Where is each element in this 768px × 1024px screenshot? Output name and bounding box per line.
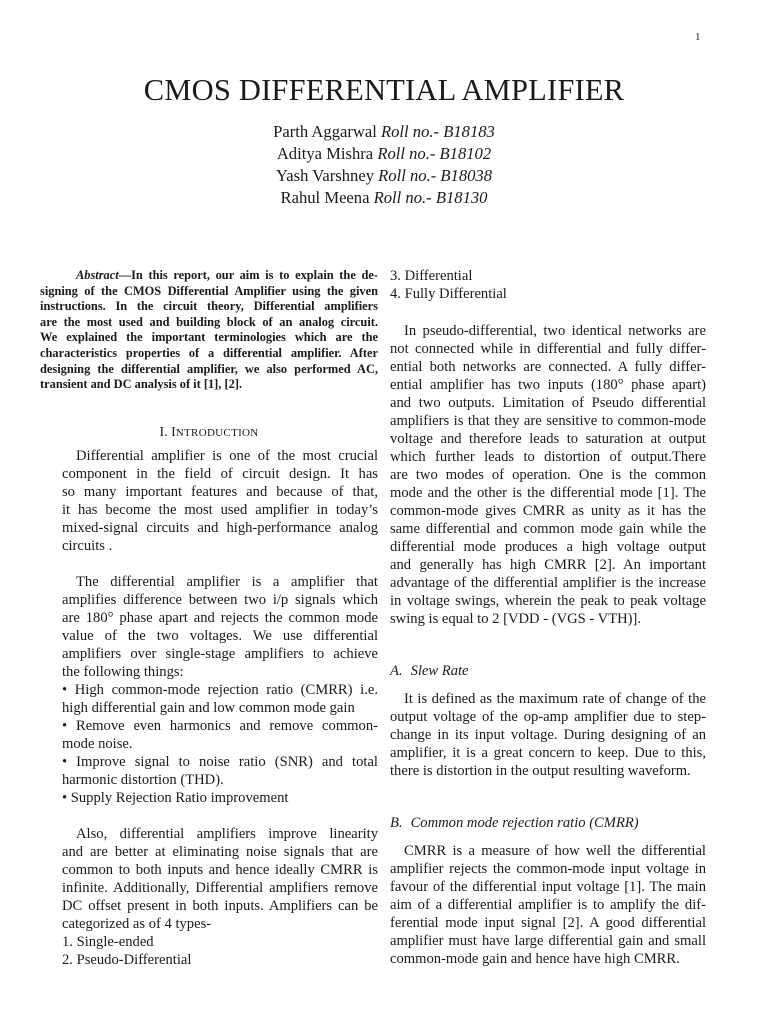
abstract-line — [40, 362, 378, 378]
author-name: Rahul Meena — [280, 188, 370, 207]
abstract-line — [40, 346, 378, 362]
abstract-line — [40, 377, 378, 393]
intro-paragraph-line: value of the two voltages. We use differential — [62, 628, 378, 644]
type-list-item: 4. Fully Differential — [390, 286, 507, 302]
abstract-text: In this report, our aim is to explain the de- — [131, 268, 378, 282]
intro-paragraph-line: 2. Pseudo-Differential — [62, 952, 192, 968]
body-paragraph-line: advantage of the differential amplifier is the increase — [390, 575, 706, 591]
body-paragraph-line: voltage and therefore leads to saturation at output — [390, 431, 706, 447]
intro-paragraph-line: • Improve signal to noise ratio (SNR) and total — [62, 754, 378, 770]
abstract-text: designing the differential amplifier, we also performed AC, — [40, 361, 378, 376]
section-heading-introduction — [40, 424, 378, 442]
abstract-dash: — — [118, 268, 132, 282]
body-paragraph-line: and two outputs. Limitation of Pseudo differential — [390, 395, 706, 411]
intro-paragraph-line: circuits . — [62, 538, 113, 554]
author-roll-number: Roll no.- B18183 — [381, 122, 495, 141]
body-paragraph-line: are two modes of operation. One is the common — [390, 467, 706, 483]
author-line — [0, 121, 768, 143]
subsection-title: Slew Rate — [410, 663, 469, 679]
abstract-label: Abstract — [76, 268, 119, 282]
intro-paragraph-line: categorized as of 4 types- — [62, 916, 212, 932]
intro-paragraph-line: DC offset present in both inputs. Amplifiers can be — [62, 898, 378, 914]
intro-paragraph-line: infinite. Additionally, Differential amplifiers remove — [62, 880, 378, 896]
subsection-heading-cmrr — [390, 814, 639, 832]
body-paragraph-line: in voltage swings, wherein the peak to peak voltage — [390, 593, 706, 609]
author-line — [0, 143, 768, 165]
author-name: Aditya Mishra — [276, 144, 374, 163]
author-roll-number: Roll no.- B18102 — [377, 144, 492, 163]
intro-paragraph-line: harmonic distortion (THD). — [62, 772, 224, 788]
paper-title: CMOS DIFFERENTIAL AMPLIFIER — [143, 73, 625, 107]
subsection-label: B. — [390, 815, 403, 831]
subsection-title: Common mode rejection ratio (CMRR) — [410, 815, 639, 831]
abstract-text: characteristics properties of a differential amplifier. After — [40, 346, 378, 360]
author-roll-number: Roll no.- B18038 — [378, 166, 493, 185]
body-paragraph-line: swing is equal to 2 [VDD - (VGS - VTH)]. — [390, 611, 642, 627]
intro-paragraph-line: amplifies difference between two i/p signals which — [62, 592, 378, 608]
intro-paragraph-line: and are better at eliminating noise signals that are — [62, 844, 378, 860]
cmrr-paragraph-line: favour of the differential input voltage [1]. The main — [390, 879, 706, 895]
intro-paragraph-line: it has become the most used amplifier in today’s — [62, 502, 378, 518]
author-name: Yash Varshney — [275, 166, 375, 185]
body-paragraph-line: mode and the other is the differential mode [1]. The — [390, 485, 706, 501]
abstract-line — [40, 330, 378, 346]
intro-paragraph-line: common to both inputs and hence ideally CMRR is — [62, 862, 378, 878]
abstract-text: instructions. In the circuit theory, Differential amplifiers — [40, 299, 378, 314]
body-paragraph-line: same differential and common mode gain while the — [390, 521, 706, 537]
intro-paragraph-line: the following things: — [62, 664, 184, 680]
author-name: Parth Aggarwal — [273, 122, 377, 141]
abstract-text: signing of the CMOS Differential Amplifier using the given — [40, 283, 378, 298]
body-paragraph-line: and generally has high CMRR [2]. An important — [390, 557, 706, 573]
intro-paragraph-line: amplifiers over single-stage amplifiers to achieve — [62, 646, 378, 662]
slew-rate-paragraph-line: It is defined as the maximum rate of change of the — [404, 691, 706, 707]
body-paragraph-line: ential both networks are connected. A fully differ- — [390, 359, 706, 375]
intro-paragraph-line: • Supply Rejection Ratio improvement — [62, 790, 289, 806]
slew-rate-paragraph-line: amplifier, it is a great concern to keep. Due to this, — [390, 745, 706, 761]
section-numeral: I. — [159, 425, 172, 440]
cmrr-paragraph-line: ferential mode input signal [2]. A good differential — [390, 915, 706, 931]
author-line — [0, 165, 768, 187]
slew-rate-paragraph-line: there is distortion in the output resulting waveform. — [390, 763, 691, 779]
body-paragraph-line: amplifiers is that they are sensitive to common-mode — [390, 413, 706, 429]
body-paragraph-line: common-mode gives CMRR as unity as it has the — [390, 503, 706, 519]
body-paragraph-line: ential amplifier has two inputs (180° phase apart) — [390, 377, 706, 393]
intro-paragraph-line: Also, differential amplifiers improve linearity — [76, 826, 378, 842]
intro-paragraph-line: mode noise. — [62, 736, 133, 752]
type-list-item: 3. Differential — [390, 268, 473, 284]
intro-paragraph-line: • High common-mode rejection ratio (CMRR) i.e. — [62, 682, 378, 698]
intro-paragraph-line: so many important features and because of that, — [62, 484, 378, 500]
intro-paragraph-line: high differential gain and low common mode gain — [62, 700, 355, 716]
abstract-text: We explained the important terminologies which are the — [40, 330, 378, 345]
subsection-heading-slew-rate — [390, 662, 469, 680]
abstract-line — [40, 299, 378, 315]
body-paragraph-line: not connected while in differential and fully differ- — [390, 341, 706, 357]
abstract-line — [40, 315, 378, 331]
slew-rate-paragraph-line: change in its input voltage. During designing of an — [390, 727, 706, 743]
intro-paragraph-line: component in the field of circuit design. It has — [62, 466, 378, 482]
cmrr-paragraph-line: CMRR is a measure of how well the differential — [404, 843, 706, 859]
subsection-label: A. — [390, 663, 403, 679]
intro-paragraph-line: 1. Single-ended — [62, 934, 154, 950]
body-paragraph-line: which further leads to distortion of output.There — [390, 449, 706, 465]
intro-paragraph-line: • Remove even harmonics and remove common- — [62, 718, 378, 734]
abstract-line — [76, 268, 378, 284]
abstract-line — [40, 284, 378, 300]
author-roll-number: Roll no.- B18130 — [373, 188, 488, 207]
author-line — [0, 187, 768, 209]
cmrr-paragraph-line: amplifier rejects the common-mode input voltage in — [390, 861, 706, 877]
body-paragraph-line: In pseudo-differential, two identical networks are — [404, 323, 706, 339]
body-paragraph-line: differential mode produces a high voltage output — [390, 539, 706, 555]
intro-paragraph-line: are 180° phase apart and rejects the common mode — [62, 610, 378, 626]
abstract-text: are the most used and building block of an analog circuit. — [40, 314, 378, 329]
section-title-rest: NTRODUCTION — [175, 427, 259, 439]
cmrr-paragraph-line: aim of a differential amplifier is to amplify the dif- — [390, 897, 706, 913]
abstract-text: transient and DC analysis of it [1], [2]. — [40, 377, 243, 392]
section-first-letter: I — [171, 425, 176, 440]
page-number: 1 — [695, 31, 701, 43]
intro-paragraph-line: The differential amplifier is a amplifier that — [76, 574, 378, 590]
slew-rate-paragraph-line: output voltage of the op-amp amplifier due to step- — [390, 709, 706, 725]
intro-paragraph-line: Differential amplifier is one of the most crucial — [76, 448, 378, 464]
cmrr-paragraph-line: common-mode gain and hence have high CMRR. — [390, 951, 680, 967]
cmrr-paragraph-line: amplifier must have large differential gain and small — [390, 933, 706, 949]
intro-paragraph-line: mixed-signal circuits and high-performance analog — [62, 520, 378, 536]
